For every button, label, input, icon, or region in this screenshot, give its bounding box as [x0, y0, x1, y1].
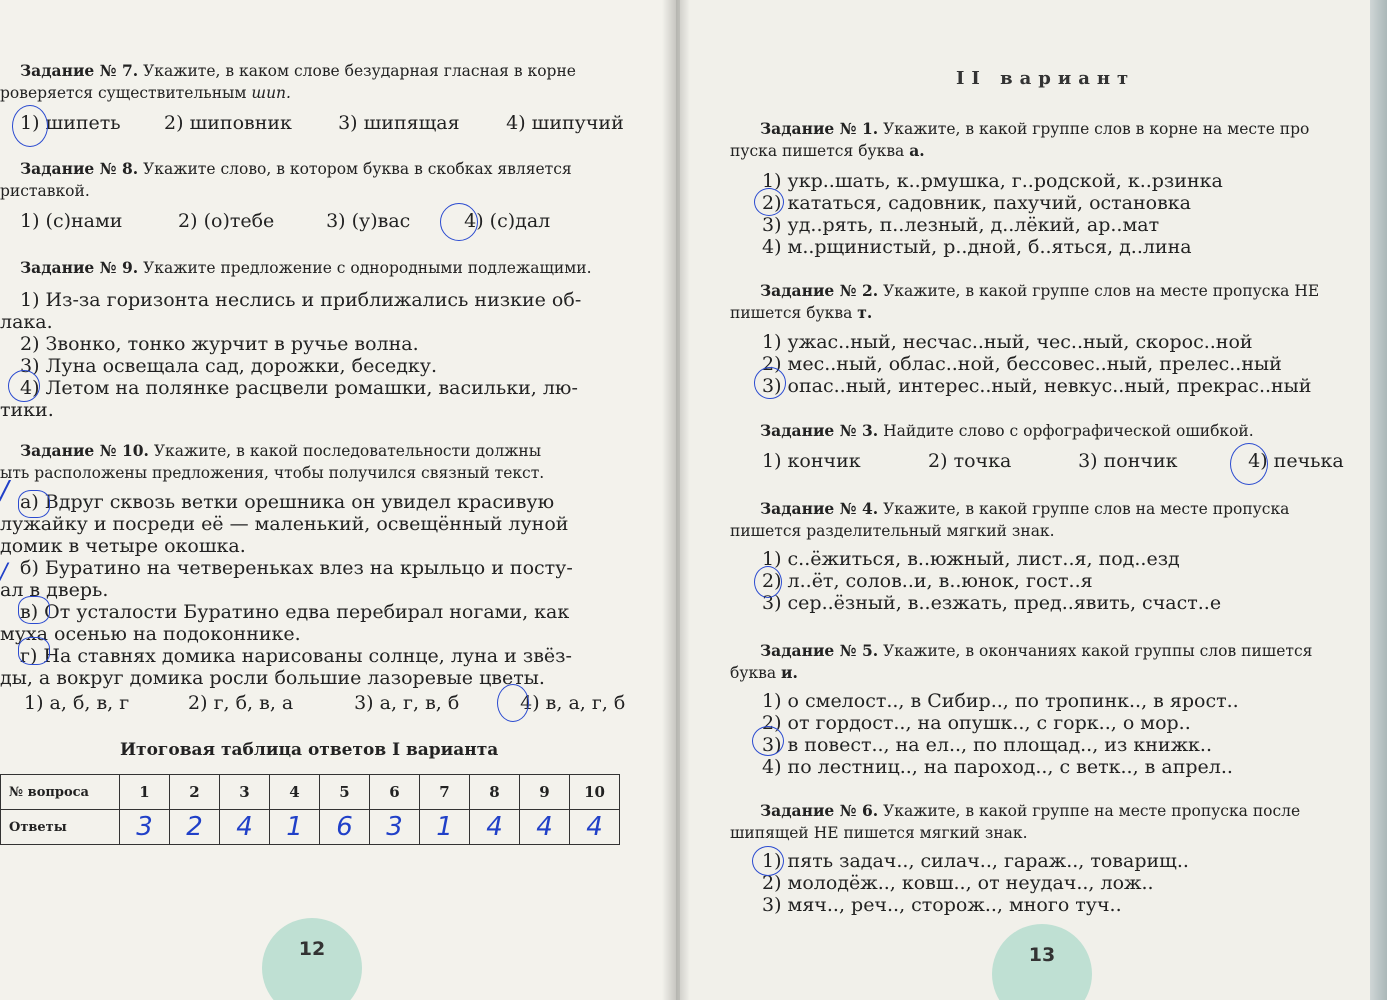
- task8-question: [0, 158, 660, 202]
- task5-text: Укажите, в окончаниях какой группы слов пишется: [883, 642, 1313, 660]
- table-cell-number: 8: [470, 775, 520, 810]
- task7-text: Укажите, в каком слове безударная гласная в корне: [143, 62, 576, 80]
- task10-line-6: в) От усталости Буратино едва перебирал ногами, как: [20, 601, 570, 623]
- table-cell-answer[interactable]: 4: [470, 810, 520, 845]
- task10-option-4[interactable]: 4) в, а, г, б: [520, 692, 626, 714]
- task2-letter: т.: [857, 303, 873, 322]
- task5-label: Задание № 5.: [760, 641, 879, 660]
- task6-option-1[interactable]: 1) пять задач.., силач.., гараж.., товарищ..: [762, 850, 1189, 872]
- task2-option-1[interactable]: 1) ужас..ный, несчас..ный, чес..ный, скорос..ной: [762, 331, 1253, 353]
- task9-line-3[interactable]: 2) Звонко, тонко журчит в ручье волна.: [20, 333, 419, 355]
- task1-question: [730, 118, 1360, 162]
- task1-option-3[interactable]: 3) уд..рять, п..лезный, д..лёкий, ар..мат: [762, 214, 1160, 236]
- book-gutter: [662, 0, 690, 1000]
- task4-option-1[interactable]: 1) с..ёжиться, в..южный, лист..я, под..езд: [762, 548, 1180, 570]
- task6-question: [730, 800, 1360, 844]
- task4-text2: пишется разделительный мягкий знак.: [730, 522, 1055, 540]
- task8-option-2[interactable]: 2) (о)тебе: [178, 210, 275, 232]
- page-edge: [1370, 0, 1387, 1000]
- task2-text2: пишется буква: [730, 304, 853, 322]
- task2-option-3[interactable]: 3) опас..ный, интерес..ный, невкус..ный, прекрас..ный: [762, 375, 1312, 397]
- task1-option-4[interactable]: 4) м..рщинистый, р..дной, б..яться, д..лина: [762, 236, 1192, 258]
- task4-label: Задание № 4.: [760, 499, 879, 518]
- task6-option-2[interactable]: 2) молодёж.., ковш.., от неудач.., лож..: [762, 872, 1154, 894]
- table-title: Итоговая таблица ответов I варианта: [120, 740, 499, 760]
- task8-text2: риставкой.: [0, 182, 90, 200]
- task10-option-2[interactable]: 2) г, б, в, а: [188, 692, 294, 714]
- task6-option-3[interactable]: 3) мяч.., реч.., сторож.., много туч..: [762, 894, 1122, 916]
- table-cell-number: 6: [370, 775, 420, 810]
- task6-options: [762, 850, 1362, 916]
- table-cell-number: 1: [120, 775, 170, 810]
- handwritten-mark: /: [0, 476, 9, 506]
- table-cell-number: 4: [270, 775, 320, 810]
- table-cell-answer[interactable]: 3: [120, 810, 170, 845]
- page-number: 13: [992, 924, 1092, 1000]
- left-page: [0, 0, 676, 1000]
- task7-word: шип.: [251, 84, 291, 102]
- task2-option-2[interactable]: 2) мес..ный, облас..ной, бессовес..ный, прелес..ный: [762, 353, 1282, 375]
- task10-text: Укажите, в какой последовательности должны: [153, 442, 542, 460]
- task4-text: Укажите, в какой группе слов на месте пропуска: [883, 500, 1290, 518]
- task4-question: [730, 498, 1360, 542]
- table-row: [1, 775, 620, 810]
- task3-option-4[interactable]: 4) печька: [1248, 450, 1344, 472]
- table-cell-number: 10: [570, 775, 620, 810]
- task5-option-2[interactable]: 2) от гордост.., на опушк.., с горк.., о мор..: [762, 712, 1191, 734]
- task8-options: [20, 210, 550, 232]
- task1-text2: пуска пишется буква: [730, 142, 905, 160]
- task10-line-1: а) Вдруг сквозь ветки орешника он увидел красивую: [20, 491, 555, 513]
- table-cell-answer[interactable]: 3: [370, 810, 420, 845]
- task7-question: [0, 60, 660, 104]
- task10-sentences: [0, 491, 660, 689]
- task4-option-2[interactable]: 2) л..ёт, солов..и, в..юнок, гост..я: [762, 570, 1093, 592]
- task10-line-5: ал в дверь.: [0, 579, 109, 601]
- table-cell-number: 2: [170, 775, 220, 810]
- table-cell-number: 9: [520, 775, 570, 810]
- variant-title: II вариант: [956, 68, 1136, 89]
- task10-options: [24, 692, 625, 714]
- task7-text2: роверяется существительным: [0, 84, 247, 102]
- table-cell-number: 7: [420, 775, 470, 810]
- task7-option-1[interactable]: 1) шипеть: [20, 112, 121, 134]
- table-cell-answer[interactable]: 4: [220, 810, 270, 845]
- table-answers-label: Ответы: [1, 810, 120, 845]
- handwritten-mark: /: [0, 560, 8, 585]
- task10-question: [0, 440, 660, 484]
- task7-option-3[interactable]: 3) шипящая: [338, 112, 460, 134]
- task8-option-4[interactable]: 4) (с)дал: [464, 210, 551, 232]
- task7-options: [20, 112, 624, 134]
- table-cell-answer[interactable]: 1: [420, 810, 470, 845]
- task10-option-1[interactable]: 1) а, б, в, г: [24, 692, 130, 714]
- task10-text2: ыть расположены предложения, чтобы получился связный текст.: [0, 464, 545, 482]
- task5-option-1[interactable]: 1) о смелост.., в Сибир.., по тропинк.., в ярост..: [762, 690, 1239, 712]
- task9-text: Укажите предложение с однородными подлежащими.: [143, 259, 592, 277]
- page-number: 12: [262, 918, 362, 1000]
- task4-option-3[interactable]: 3) сер..ёзный, в..езжать, пред..явить, счаст..е: [762, 592, 1222, 614]
- task3-question: [760, 420, 1254, 442]
- table-row: [1, 810, 620, 845]
- task9-line-1[interactable]: 1) Из-за горизонта неслись и приближались низкие об-: [20, 289, 582, 311]
- table-cell-answer[interactable]: 1: [270, 810, 320, 845]
- table-cell-number: 5: [320, 775, 370, 810]
- task7-option-2[interactable]: 2) шиповник: [164, 112, 292, 134]
- task2-text: Укажите, в какой группе слов на месте пропуска НЕ: [883, 282, 1320, 300]
- task1-letter: а.: [909, 141, 925, 160]
- task5-letter: и.: [781, 663, 798, 682]
- task3-options: [762, 450, 1344, 472]
- task3-text: Найдите слово с орфографической ошибкой.: [883, 422, 1254, 440]
- right-page: [680, 0, 1370, 1000]
- table-header-label: № вопроса: [1, 775, 120, 810]
- task9-line-4[interactable]: 3) Луна освещала сад, дорожки, беседку.: [20, 355, 437, 377]
- task7-label: Задание № 7.: [20, 61, 139, 80]
- task5-text2: буква: [730, 664, 777, 682]
- task10-line-7: муха осенью на подоконнике.: [0, 623, 301, 645]
- task6-label: Задание № 6.: [760, 801, 879, 820]
- task5-option-4[interactable]: 4) по лестниц.., на пароход.., с ветк.., в апрел..: [762, 756, 1233, 778]
- task8-option-1[interactable]: 1) (с)нами: [20, 210, 123, 232]
- task5-options: [762, 690, 1362, 778]
- task1-options: [762, 170, 1362, 258]
- task9-line-5[interactable]: 4) Летом на полянке расцвели ромашки, васильки, лю-: [20, 377, 578, 399]
- task10-label: Задание № 10.: [20, 441, 149, 460]
- task7-option-4[interactable]: 4) шипучий: [506, 112, 624, 134]
- task3-option-3[interactable]: 3) пончик: [1078, 450, 1178, 472]
- task8-text: Укажите слово, в котором буква в скобках является: [143, 160, 572, 178]
- table-cell-number: 3: [220, 775, 270, 810]
- task3-option-1[interactable]: 1) кончик: [762, 450, 861, 472]
- task3-option-2[interactable]: 2) точка: [928, 450, 1012, 472]
- task6-text2: шипящей НЕ пишется мягкий знак.: [730, 824, 1028, 842]
- task10-line-8: г) На ставнях домика нарисованы солнце, луна и звёз-: [20, 645, 572, 667]
- task2-question: [730, 280, 1360, 324]
- table-cell-answer[interactable]: 2: [170, 810, 220, 845]
- task5-option-3[interactable]: 3) в повест.., на ел.., по площад.., из книжк..: [762, 734, 1212, 756]
- task10-option-3[interactable]: 3) а, г, в, б: [354, 692, 460, 714]
- task9-options: [0, 289, 660, 421]
- task10-line-9: ды, а вокруг домика росли большие лазоревые цветы.: [0, 667, 545, 689]
- task1-text: Укажите, в какой группе слов в корне на месте про: [883, 120, 1310, 138]
- task8-label: Задание № 8.: [20, 159, 139, 178]
- task9-line-2: лака.: [0, 311, 53, 333]
- task9-question: [20, 257, 592, 279]
- task10-line-2: лужайку и посреди её — маленький, освещённый луной: [0, 513, 569, 535]
- task3-label: Задание № 3.: [760, 421, 879, 440]
- task4-options: [762, 548, 1362, 614]
- task6-text: Укажите, в какой группе на месте пропуска после: [883, 802, 1301, 820]
- task1-label: Задание № 1.: [760, 119, 879, 138]
- task8-option-3[interactable]: 3) (у)вас: [326, 210, 411, 232]
- task9-line-6: тики.: [0, 399, 54, 421]
- task10-line-3: домик в четыре окошка.: [0, 535, 246, 557]
- task10-line-4: б) Буратино на четвереньках влез на крыльцо и посту-: [20, 557, 573, 579]
- answers-table: [0, 774, 620, 845]
- task2-label: Задание № 2.: [760, 281, 879, 300]
- task1-option-1[interactable]: 1) укр..шать, к..рмушка, г..родской, к..рзинка: [762, 170, 1223, 192]
- table-cell-answer[interactable]: 4: [520, 810, 570, 845]
- task1-option-2[interactable]: 2) кататься, садовник, пахучий, остановка: [762, 192, 1192, 214]
- task9-label: Задание № 9.: [20, 258, 139, 277]
- task2-options: [762, 331, 1362, 397]
- task5-question: [730, 640, 1360, 684]
- table-cell-answer[interactable]: 6: [320, 810, 370, 845]
- table-cell-answer[interactable]: 4: [570, 810, 620, 845]
